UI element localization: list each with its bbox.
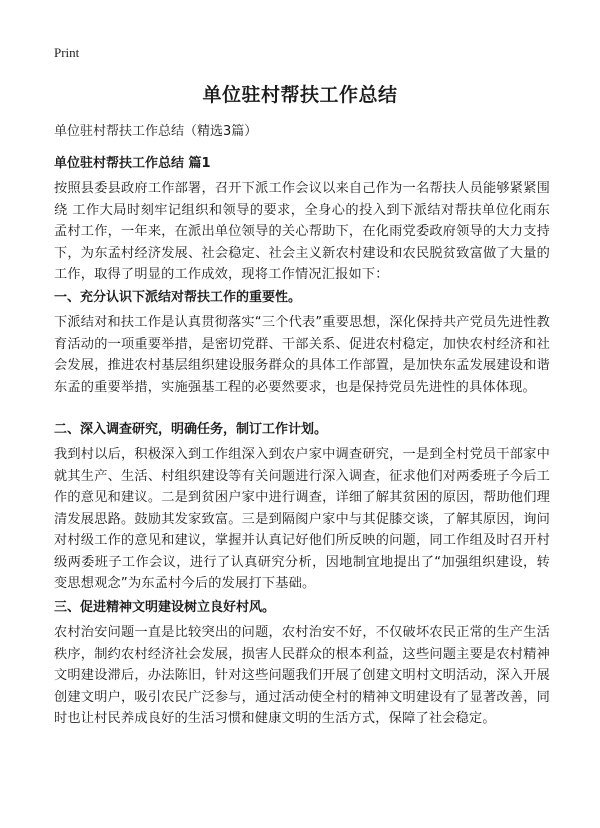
section-heading: 一、充分认识下派结对帮扶工作的重要性。: [54, 290, 302, 305]
intro-paragraph: 按照县委县政府工作部署，召开下派工作会议以来自己作为一名帮扶人员能够紧紧围绕 工作大局时刻牢记组织和领导的要求，全身心的投入到下派结对帮扶单位化雨东孟村工作，一年来，在派出单位领导的关心帮助下，在化雨党委政府领导的大力支持下，为东孟村经济发展、社会稳定、社会主义新农村建设和农民脱贫致富做了大量的工作，取得了明显的工作成效，现将工作情况汇报如下：: [54, 181, 550, 282]
print-link[interactable]: Print: [54, 45, 80, 60]
article-heading: 单位驻村帮扶工作总结 篇1: [54, 156, 211, 171]
section-body: 我到村以后，积极深入到工作组深入到农户家中调查研究，一是到全村党员干部家中就其生产、生活、村组织建设等有关问题进行深入调查，征求他们对两委班子今后工作的意见和建议。二是到贫困户家中进行调查，详细了解其贫困的原因，帮助他们理清发展思路。鼓励其发家致富。三是到隔阂户家中与其促膝交谈，了解其原因，询问对村级工作的意见和建议，掌握并认真记好他们所反映的问题，同工作组及时召开村级两委班子工作会议，进行了认真研究分析，因地制宜地提出了“加强组织建设，转变思想观念”为东孟村今后的发展打下基础。: [54, 447, 550, 591]
section-body: 农村治安问题一直是比较突出的问题，农村治安不好，不仅破坏农民正常的生产生活秩序，制约农村经济社会发展，损害人民群众的根本利益，这些问题主要是农村精神文明建设滞后，办法陈旧，针对这些问题我们开展了创建文明村文明活动，深入开展创建文明户，吸引农民广泛参与，通过活动使全村的精神文明建设有了显著改善，同时也让村民养成良好的生活习惯和健康文明的生活方式，保障了社会稳定。: [54, 625, 550, 726]
document-subtitle: 单位驻村帮扶工作总结（精选3篇）: [54, 124, 258, 139]
page-title: 单位驻村帮扶工作总结: [202, 84, 398, 106]
section-body: 下派结对和扶工作是认真贯彻落实“三个代表”重要思想，深化保持共产党员先进性教育活动的一项重要举措，是密切党群、干部关系、促进农村稳定，加快农村经济和社会发展，推进农村基层组织建设服务群众的具体工作部置，是加快东孟发展建设和谐东孟的重要举措，实施强基工程的必要然要求，也是保持党员先进性的具体体现。: [54, 315, 551, 395]
section-heading: 三、促进精神文明建设树立良好村风。: [54, 600, 276, 615]
section-heading: 二、深入调查研究，明确任务，制订工作计划。: [54, 422, 328, 437]
